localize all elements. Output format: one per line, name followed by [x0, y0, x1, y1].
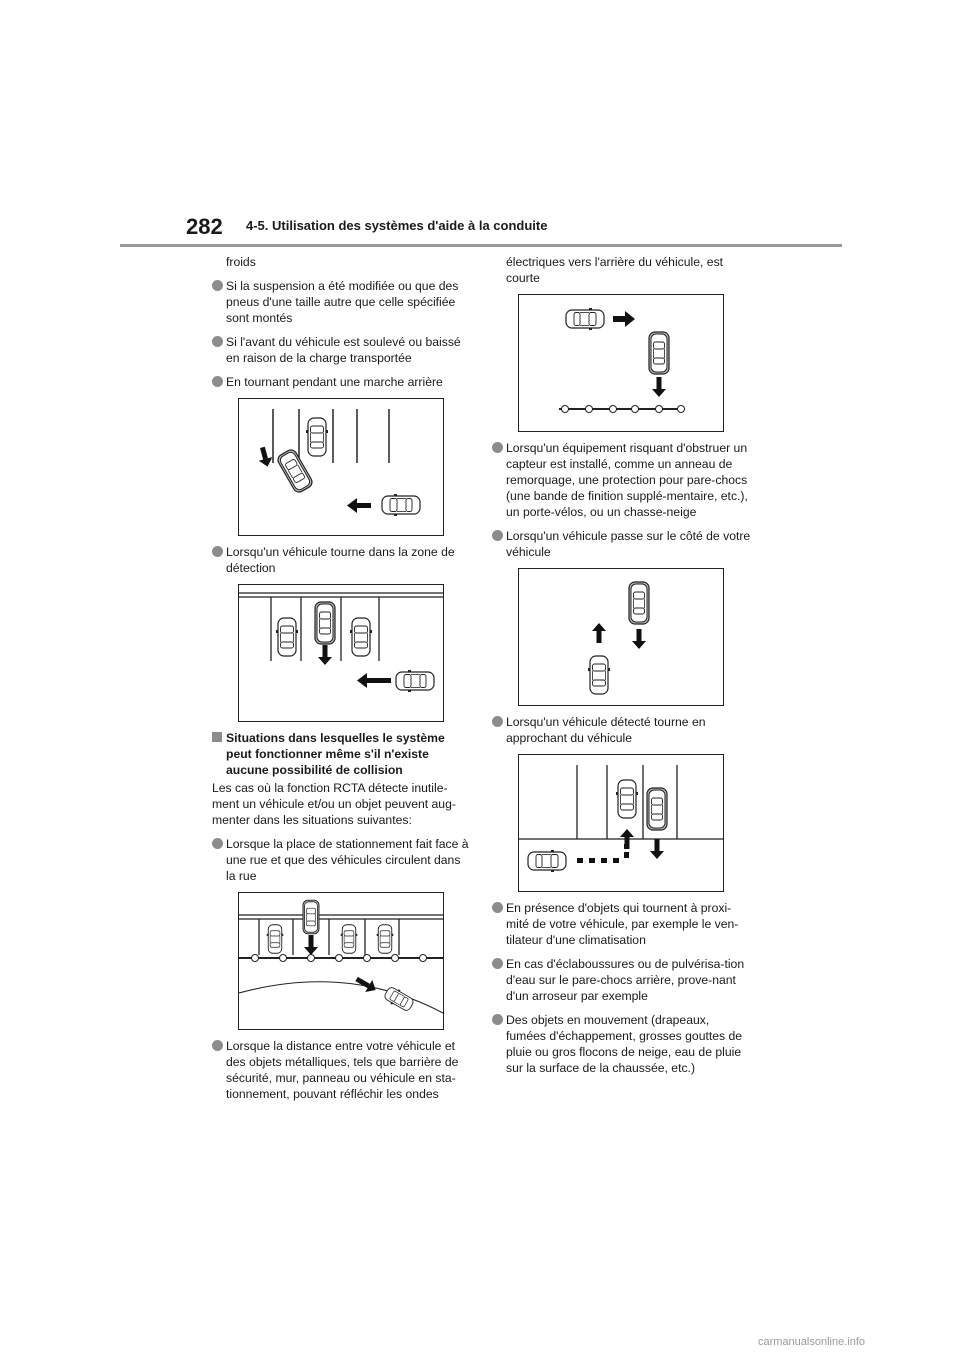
- figure-reverse-turning: [238, 398, 444, 536]
- bullet-dot-icon: [492, 530, 503, 541]
- list-item: [212, 374, 472, 390]
- bullet-dot-icon: [492, 902, 503, 913]
- header-divider: [120, 244, 842, 247]
- continuation-text: froids: [226, 255, 256, 269]
- list-item: [492, 528, 752, 560]
- bullet-dot-icon: [492, 1014, 503, 1025]
- bullet-dot-icon: [212, 280, 223, 291]
- figure-parking-facing-street: [238, 892, 444, 1030]
- list-item: [212, 334, 472, 366]
- list-item-text: Lorsqu'un véhicule passe sur le côté de votre véhicule: [506, 529, 751, 559]
- bullet-dot-icon: [492, 442, 503, 453]
- list-item-text: Si la suspension a été modifiée ou que des pneus d'une taille autre que celle spécifiée sont montés: [226, 279, 459, 325]
- list-item: [492, 900, 752, 948]
- bullet-dot-icon: [492, 958, 503, 969]
- list-item: [492, 1012, 752, 1076]
- list-item-text: Lorsqu'un véhicule détecté tourne en approchant du véhicule: [506, 715, 706, 745]
- bullet-dot-icon: [492, 716, 503, 727]
- section-heading-text: Situations dans lesquelles le système peut fonctionner même s'il n'existe aucune possibilité de collision: [226, 731, 445, 777]
- figure-vehicle-passing-side: [518, 568, 724, 706]
- right-column: [492, 254, 752, 1084]
- bullet-dot-icon: [212, 546, 223, 557]
- figure-metallic-objects-close: [518, 294, 724, 432]
- list-item-text: Si l'avant du véhicule est soulevé ou baissé en raison de la charge transportée: [226, 335, 461, 365]
- list-item: [492, 956, 752, 1004]
- list-item-text: En présence d'objets qui tournent à proxi-mité de votre véhicule, par exemple le ven-tilateur d'une climatisation: [506, 901, 739, 947]
- watermark: carmanualsonline.info: [758, 1336, 866, 1348]
- list-item: [212, 278, 472, 326]
- bullet-dot-icon: [212, 336, 223, 347]
- list-item-text: En tournant pendant une marche arrière: [226, 375, 443, 389]
- continuation-text: électriques vers l'arrière du véhicule, est courte: [506, 255, 724, 285]
- list-item-text: Lorsque la distance entre votre véhicule et des objets métalliques, tels que barrière de sécurité, mur, panneau ou véhicule en sta-tionnement, pouvant réfléchir les ondes: [226, 1039, 459, 1101]
- page-number: 282: [186, 214, 223, 239]
- figure-detected-vehicle-turning: [518, 754, 724, 892]
- bullet-dot-icon: [212, 838, 223, 849]
- bullet-dot-icon: [212, 376, 223, 387]
- left-column: [212, 254, 472, 1110]
- section-heading: [212, 730, 472, 778]
- list-item: [212, 544, 472, 576]
- list-item-text: Lorsque la place de stationnement fait face à une rue et que des véhicules circulent dans la rue: [226, 837, 469, 883]
- list-item: [492, 440, 752, 520]
- list-item: [212, 1038, 472, 1102]
- section-body: Les cas où la fonction RCTA détecte inutile-ment un véhicule et/ou un objet peuvent aug-menter dans les situations suivantes:: [212, 781, 456, 827]
- list-item: [492, 714, 752, 746]
- list-item-text: Lorsqu'un véhicule tourne dans la zone de détection: [226, 545, 455, 575]
- section-square-icon: [212, 732, 222, 742]
- list-item-text: Lorsqu'un équipement risquant d'obstruer un capteur est installé, comme un anneau de remorquage, une protection pour pare-chocs (une bande de finition supplé-mentaire, etc.), un porte-vélos, ou un chasse-neige: [506, 441, 748, 519]
- list-item: [212, 836, 472, 884]
- list-item-text: En cas d'éclaboussures ou de pulvérisa-tion d'eau sur le pare-chocs arrière, prove-nant d'un arroseur par exemple: [506, 957, 745, 1003]
- figure-vehicle-turning-zone: [238, 584, 444, 722]
- list-item-text: Des objets en mouvement (drapeaux, fumées d'échappement, grosses gouttes de pluie ou gros flocons de neige, eau de pluie sur la surface de la chaussée, etc.): [506, 1013, 743, 1075]
- section-title: 4-5. Utilisation des systèmes d'aide à la conduite: [246, 218, 548, 233]
- bullet-dot-icon: [212, 1040, 223, 1051]
